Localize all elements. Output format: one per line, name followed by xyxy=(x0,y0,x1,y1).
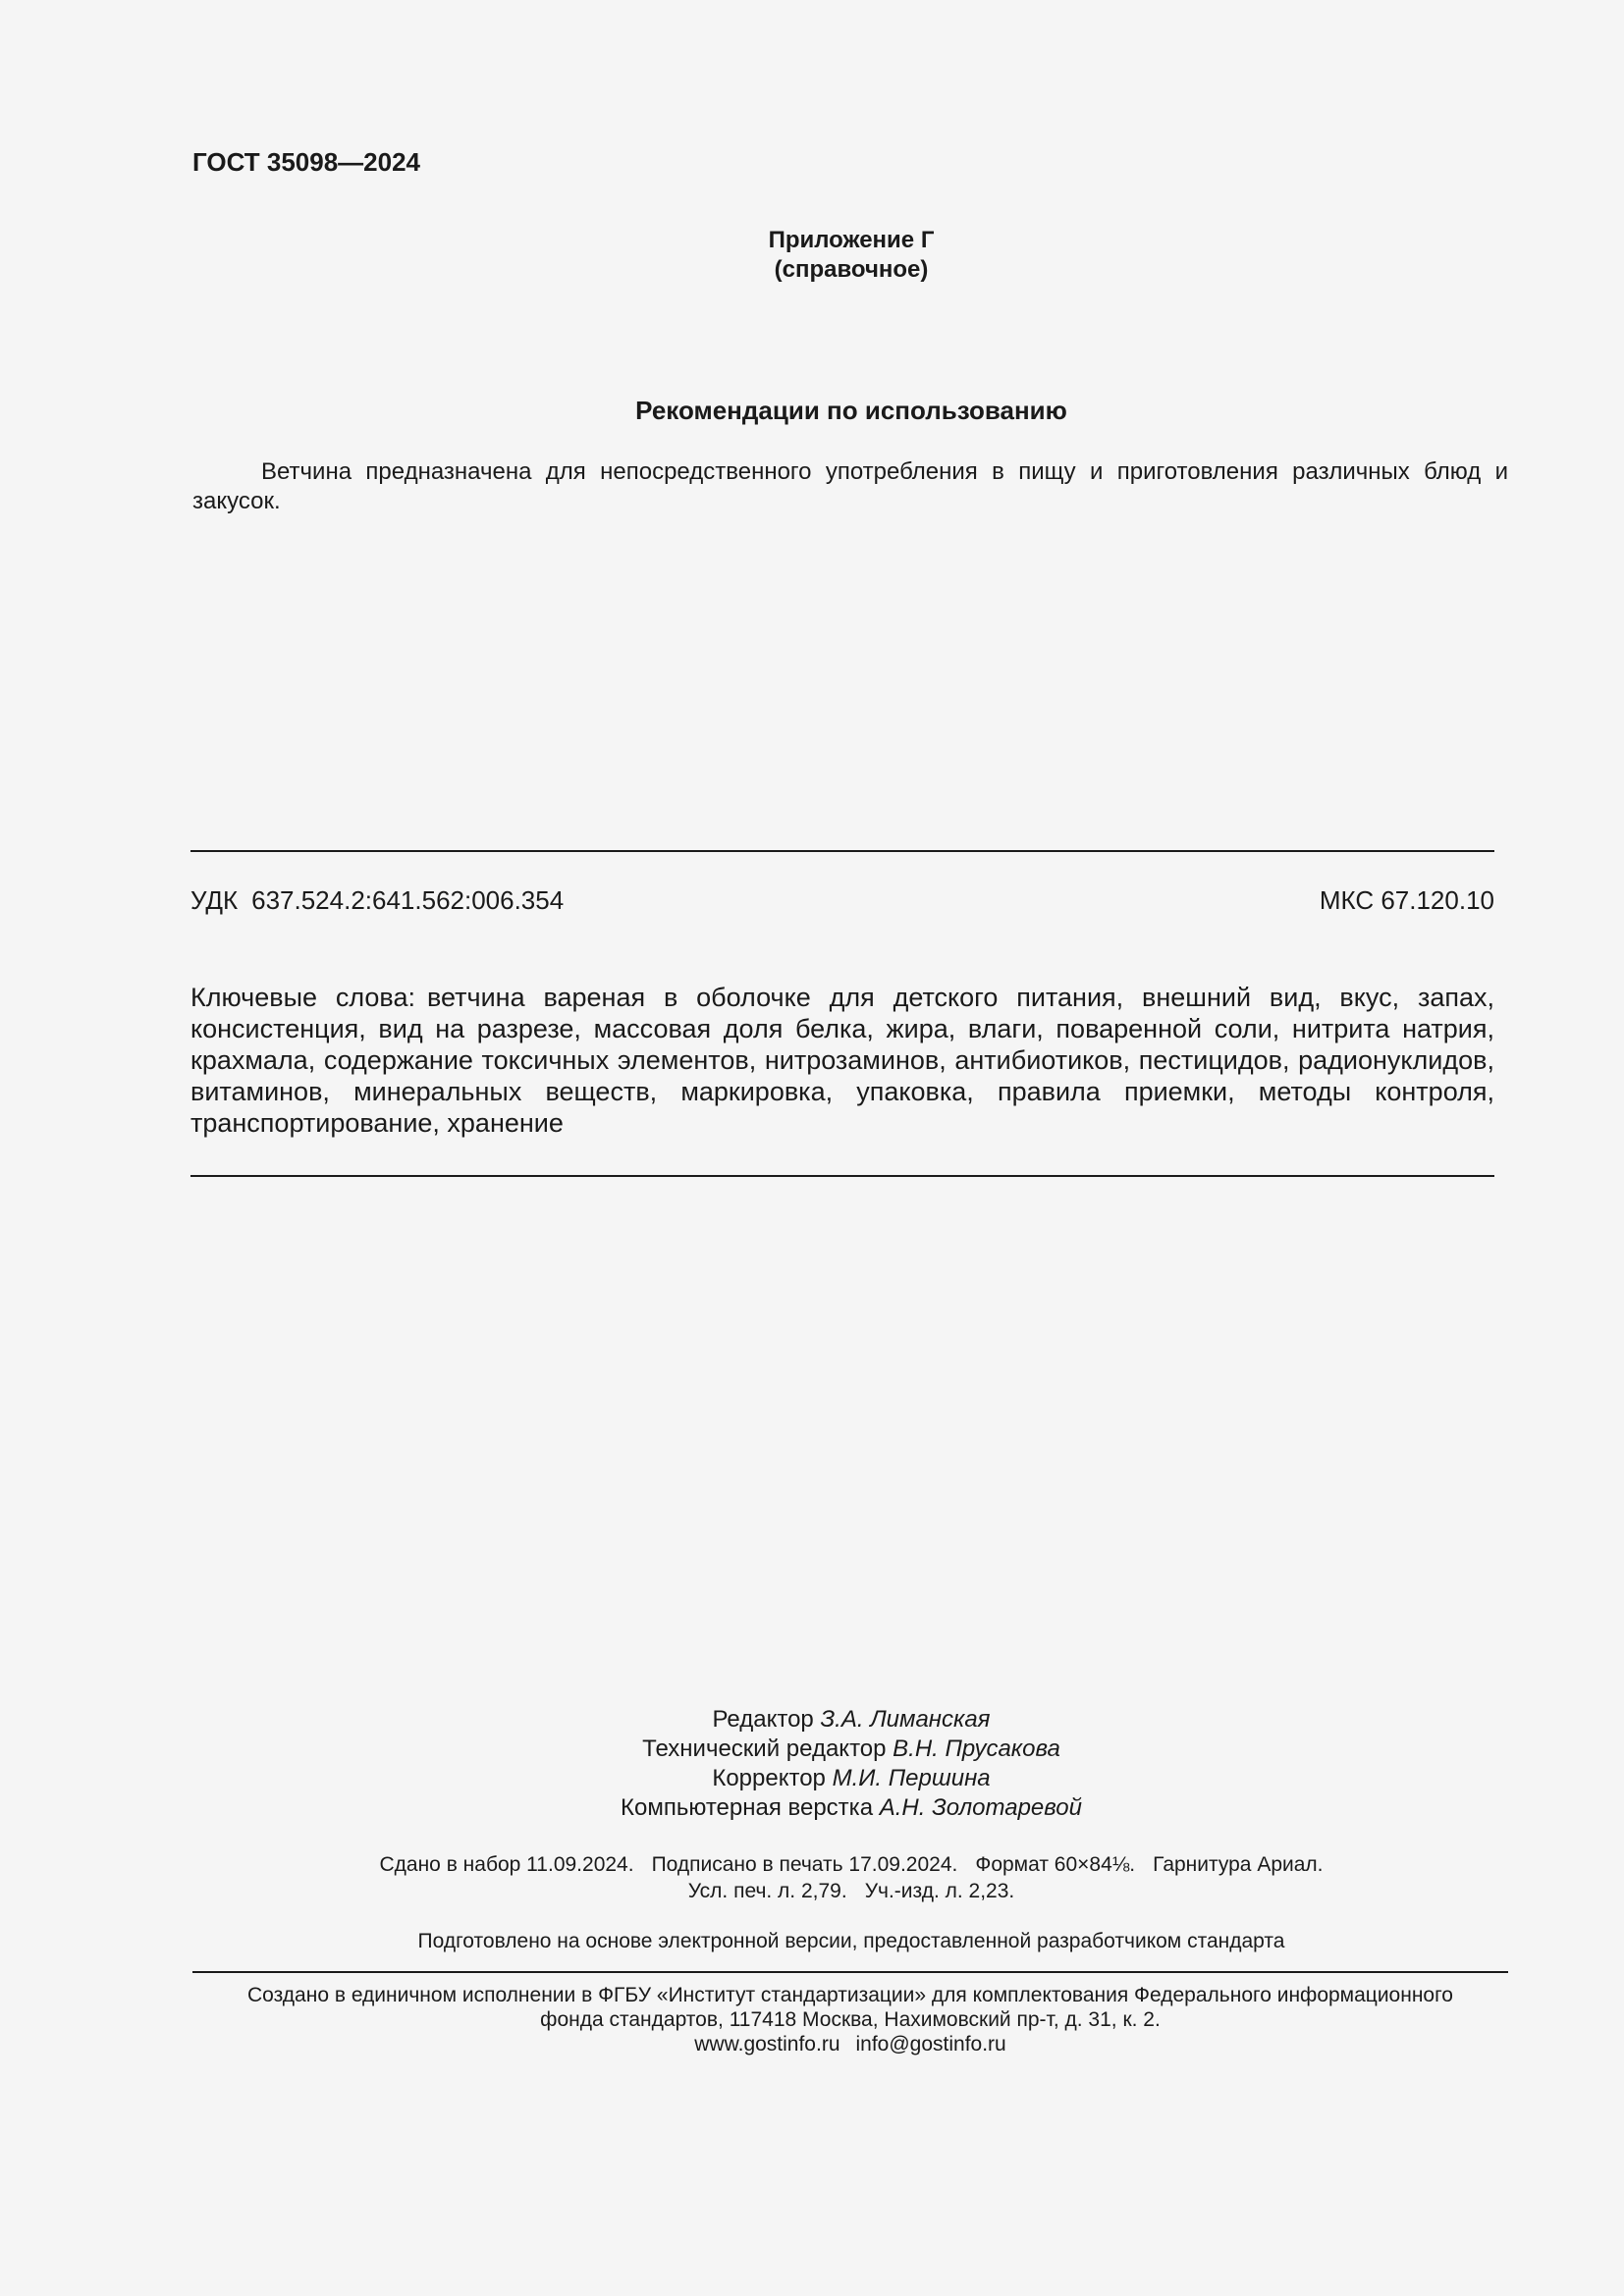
prepared-note: Подготовлено на основе электронной версии, предоставленной разработчиком стандарта xyxy=(417,1930,1285,1952)
footer-block xyxy=(192,1983,1508,2056)
divider-bottom xyxy=(192,1971,1508,1973)
credit-name: А.Н. Золотаревой xyxy=(879,1794,1082,1821)
mks-code: МКС 67.120.10 xyxy=(1319,885,1494,915)
keywords-block xyxy=(190,982,1494,1139)
section-title: Рекомендации по использованию xyxy=(635,396,1067,425)
section-text: Ветчина предназначена для непосредственного употребления в пищу и приготовления различных блюд и закусок. xyxy=(192,458,1508,514)
keywords-label: Ключевые слова: xyxy=(190,983,415,1012)
imprint-typeset: Сдано в набор 11.09.2024. xyxy=(379,1853,634,1876)
credit-name: З.А. Лиманская xyxy=(820,1706,991,1733)
website-link[interactable]: www.gostinfo.ru xyxy=(694,2033,840,2056)
imprint-block xyxy=(0,1851,1624,1904)
keywords-text: ветчина вареная в оболочке для детского питания, внешний вид, вкус, запах, консистенция, вид на разрезе, массовая доля белка, жира, влаги, поваренной соли, нитрита натрия, крахмала, содержание токсичных элементов, нитрозаминов, антибиотиков, пестицидов, радионуклидов, витаминов, минеральных веществ, маркировка, упаковка, правила приемки, методы контроля, транспортирование, хранение xyxy=(190,983,1494,1138)
imprint-line-2 xyxy=(0,1878,1624,1904)
appendix-heading xyxy=(0,226,1624,285)
credit-role: Редактор xyxy=(712,1706,814,1733)
credits-block xyxy=(0,1705,1624,1823)
divider-middle xyxy=(190,1175,1494,1177)
divider-top xyxy=(190,850,1494,852)
imprint-format: Формат 60×84⅛. xyxy=(975,1853,1136,1876)
credit-role: Технический редактор xyxy=(642,1735,887,1762)
footer-links xyxy=(192,2032,1508,2056)
imprint-typeface: Гарнитура Ариал. xyxy=(1153,1853,1324,1876)
credit-tech-editor xyxy=(0,1735,1624,1764)
credit-role: Компьютерная верстка xyxy=(621,1794,874,1821)
udk-code xyxy=(190,885,564,916)
credit-name: В.Н. Прусакова xyxy=(893,1735,1060,1762)
appendix-type: (справочное) xyxy=(774,256,929,283)
credit-proofreader xyxy=(0,1764,1624,1793)
footer-line-2: фонда стандартов, 117418 Москва, Нахимовский пр-т, д. 31, к. 2. xyxy=(540,2008,1161,2031)
credit-layout xyxy=(0,1793,1624,1823)
udk-label: УДК xyxy=(190,885,239,915)
imprint-signed: Подписано в печать 17.09.2024. xyxy=(651,1853,958,1876)
imprint-print-sheets: Усл. печ. л. 2,79. xyxy=(687,1880,847,1902)
footer-line-1: Создано в единичном исполнении в ФГБУ «Институт стандартизации» для комплектования Федерального информационного xyxy=(247,1984,1453,2006)
credit-role: Корректор xyxy=(712,1765,826,1791)
credit-name: М.И. Першина xyxy=(832,1765,991,1791)
imprint-publishing-sheets: Уч.-изд. л. 2,23. xyxy=(864,1880,1015,1902)
standard-code: ГОСТ 35098—2024 xyxy=(192,147,420,177)
credit-editor xyxy=(0,1705,1624,1735)
imprint-line-1 xyxy=(0,1851,1624,1878)
email-link[interactable]: info@gostinfo.ru xyxy=(855,2033,1006,2056)
udk-value: 637.524.2:641.562:006.354 xyxy=(251,885,565,915)
appendix-title: Приложение Г xyxy=(768,227,935,253)
